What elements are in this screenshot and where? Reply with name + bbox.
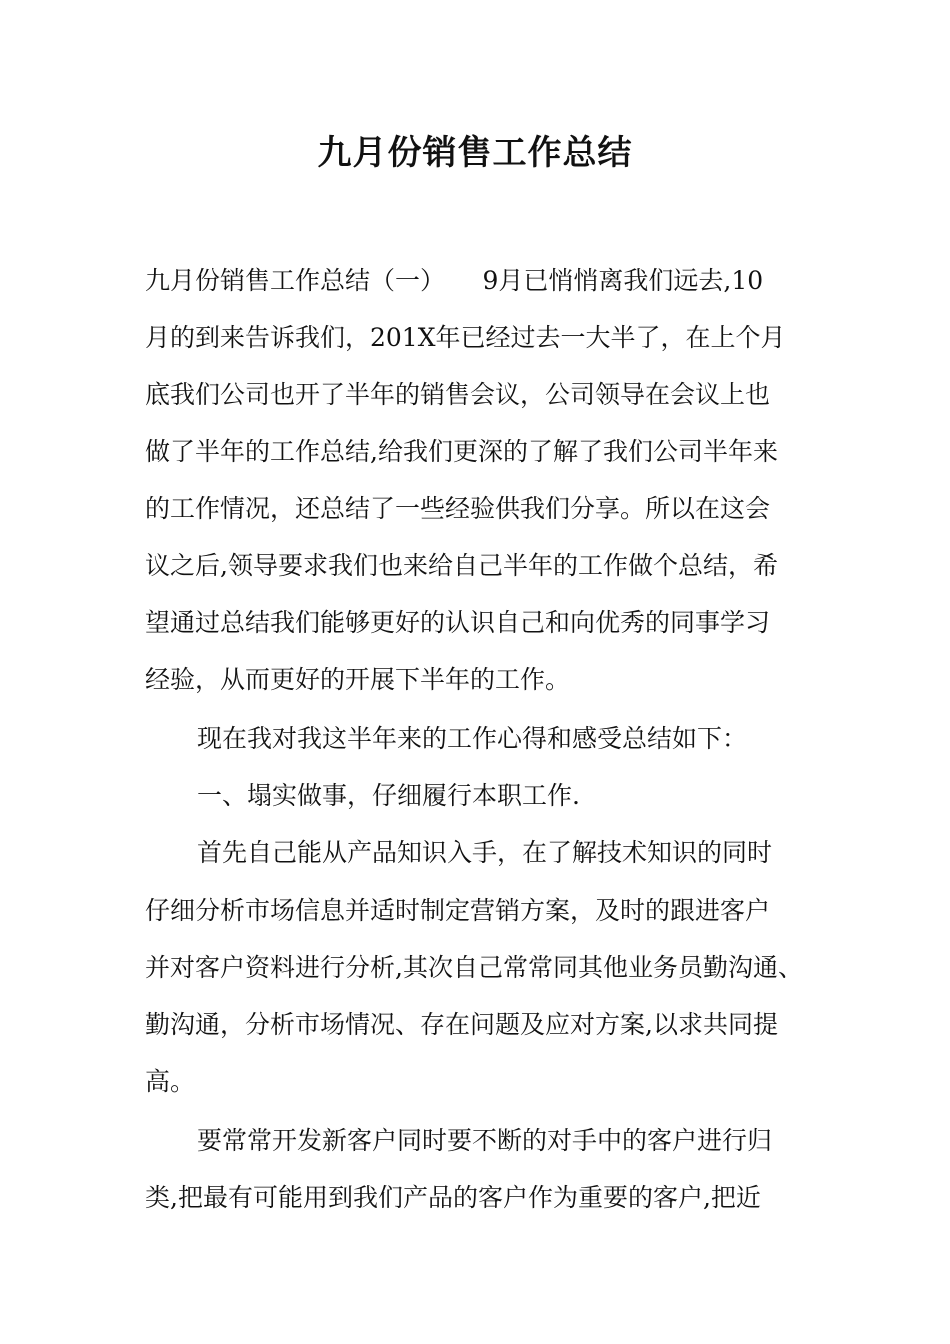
body-line: 勤沟通，分析市场情况、存在问题及应对方案,以求共同提 (145, 1010, 778, 1039)
body-line: 经验，从而更好的开展下半年的工作。 (145, 665, 571, 694)
body-line: 并对客户资料进行分析,其次自己常常同其他业务员勤沟通、 (145, 953, 803, 982)
body-line: 议之后,领导要求我们也来给自己半年的工作做个总结，希 (145, 551, 778, 580)
body-line: 九月份销售工作总结（一） 9月已悄悄离我们远去,10 (145, 266, 764, 295)
body-line: 类,把最有可能用到我们产品的客户作为重要的客户,把近 (145, 1183, 761, 1212)
body-line: 望通过总结我们能够更好的认识自己和向优秀的同事学习 (145, 608, 771, 637)
body-line: 现在我对我这半年来的工作心得和感受总结如下： (197, 724, 748, 753)
body-line: 仔细分析市场信息并适时制定营销方案，及时的跟进客户 (145, 896, 771, 925)
body-line: 做了半年的工作总结,给我们更深的了解了我们公司半年来 (145, 437, 778, 466)
body-line: 底我们公司也开了半年的销售会议，公司领导在会议上也 (145, 380, 771, 409)
body-line: 高。 (145, 1067, 196, 1096)
body-line: 首先自己能从产品知识入手，在了解技术知识的同时 (197, 838, 773, 867)
document-title: 九月份销售工作总结 (317, 133, 633, 173)
body-line: 的工作情况，还总结了一些经验供我们分享。所以在这会 (145, 494, 771, 523)
body-line: 月的到来告诉我们，201X年已经过去一大半了，在上个月 (145, 323, 786, 352)
section-heading: 一、塌实做事，仔细履行本职工作. (197, 781, 580, 810)
body-line: 要常常开发新客户同时要不断的对手中的客户进行归 (197, 1126, 773, 1155)
